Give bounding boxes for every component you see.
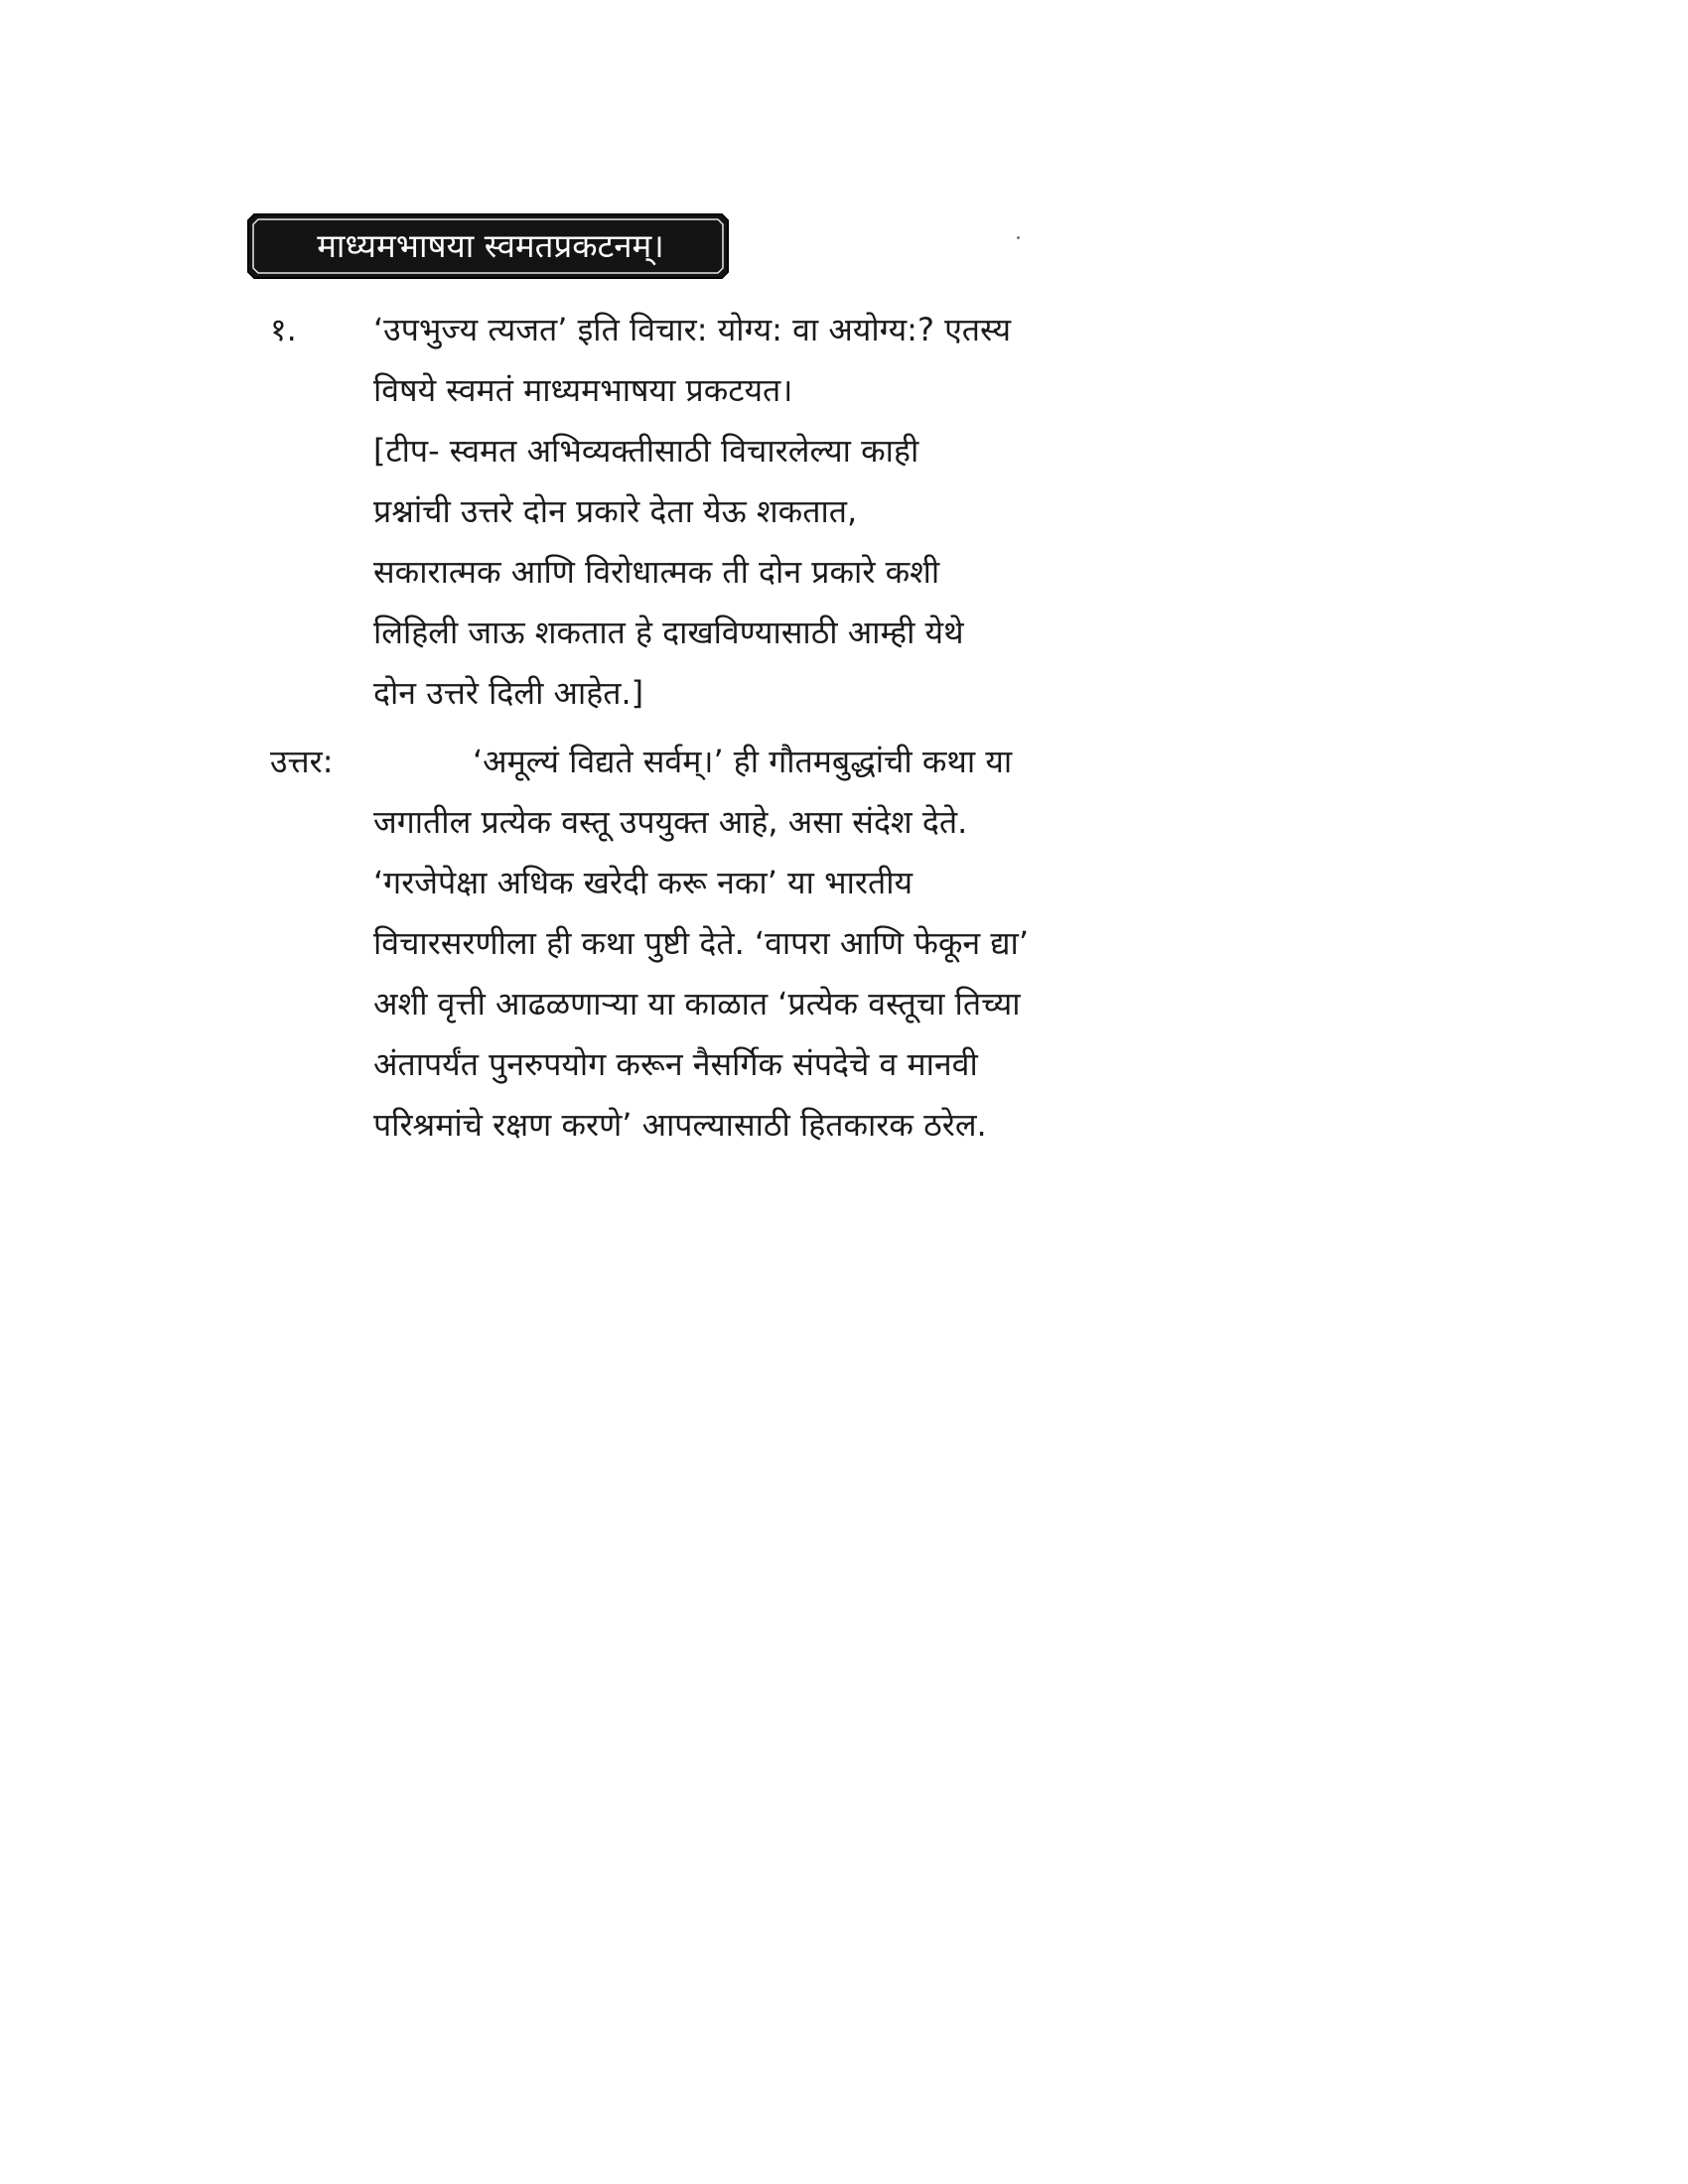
answer-line: ‘गरजेपेक्षा अधिक खरेदी करू नका’ या भारतीय [373,864,914,901]
question-line: ‘उपभुज्य त्यजत’ इति विचार: योग्य: वा अयोग्य:? एतस्य [373,311,1012,348]
note-line: प्रश्नांची उत्तरे दोन प्रकारे देता येऊ शकतात, [373,492,858,530]
answer-line: विचारसरणीला ही कथा पुष्टी देते. ‘वापरा आणि फेकून द्या’ [373,924,1029,962]
question-number: १. [270,311,297,348]
section-heading-banner [246,212,730,280]
note-line: [टीप- स्वमत अभिव्यक्तीसाठी विचारलेल्या काही [373,432,919,470]
answer-text [373,732,1114,1156]
answer-line: अंतापर्यंत पुनरुपयोग करून नैसर्गिक संपदेचे व मानवी [373,1045,978,1083]
note-line: दोन उत्तरे दिली आहेत.] [373,674,644,712]
question-line: विषये स्वमतं माध्यमभाषया प्रकटयत। [373,371,793,409]
answer-line: परिश्रमांचे रक्षण करणे’ आपल्यासाठी हितकारक ठरेल. [373,1106,987,1144]
scan-speck [1017,236,1020,239]
answer-line: जगातील प्रत्येक वस्तू उपयुक्त आहे, असा संदेश देते. [373,803,968,841]
question-text [373,300,1114,421]
note-text [373,421,1114,724]
section-heading: माध्यमभाषया स्वमतप्रकटनम्। [317,226,664,265]
note-line: लिहिली जाऊ शकतात हे दाखविण्यासाठी आम्ही येथे [373,614,964,651]
answer-line: अशी वृत्ती आढळणाऱ्या या काळात ‘प्रत्येक वस्तूचा तिच्या [373,985,1021,1023]
answer-label: उत्तर: [270,743,334,780]
answer-line: ‘अमूल्यं विद्यते सर्वम्।’ ही गौतमबुद्धांची कथा या [473,743,1013,780]
note-line: सकारात्मक आणि विरोधात्मक ती दोन प्रकारे कशी [373,553,940,591]
